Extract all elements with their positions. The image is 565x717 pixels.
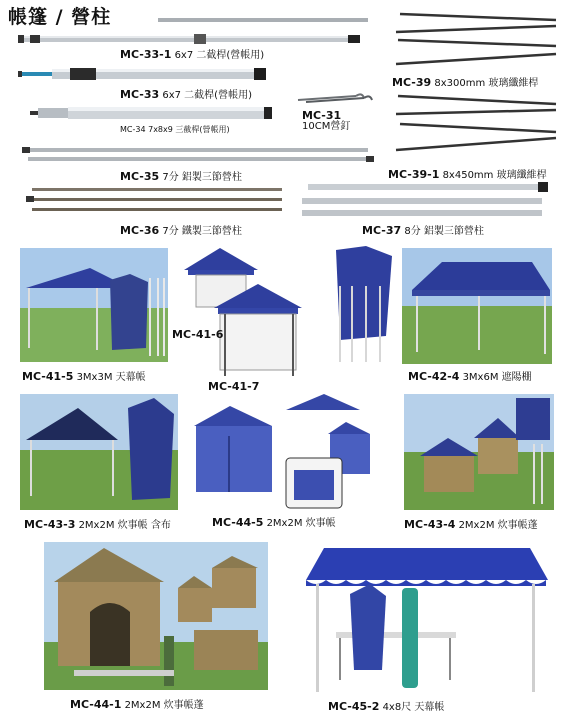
rods-mc39-1-image (392, 92, 562, 156)
photo-mc44-5 (190, 392, 380, 510)
mc41-7-code: MC-41-7 (208, 380, 260, 393)
photo-mc42-4 (402, 248, 552, 364)
mc43-4-code: MC-43-4 (404, 518, 456, 531)
photo-mc44-1 (44, 542, 268, 690)
pole-mc35-image (22, 145, 377, 165)
photo-mc41-5 (20, 248, 168, 362)
mc41-6-code: MC-41-6 (172, 328, 224, 341)
pole-mc34-image (30, 104, 275, 122)
stakes-mc31-image (296, 88, 376, 104)
photo-mc43-3 (20, 394, 178, 510)
mc43-3-code: MC-43-3 (24, 518, 76, 531)
pole-mc37-image (298, 180, 558, 218)
mc31-desc: 10CM營釘 (302, 121, 351, 132)
mc31-code: MC-31 (302, 109, 342, 122)
pole-mc36-image (22, 186, 287, 216)
mc37-desc: 8分 鋁製三節營柱 (404, 226, 484, 237)
mc41-5-code: MC-41-5 (22, 370, 74, 383)
mc34-desc: 7x8x9 三截桿(營帳用) (148, 125, 230, 134)
mc39-code: MC-39 (392, 76, 432, 89)
mc34-code: MC-34 (120, 125, 146, 134)
mc33-1-code: MC-33-1 (120, 48, 172, 61)
mc33-code: MC-33 (120, 88, 160, 101)
photo-mc45-2 (300, 540, 550, 696)
mc45-2-desc: 4x8尺 天幕帳 (382, 702, 445, 713)
mc33-desc: 6x7 二截桿(營帳用) (162, 90, 252, 101)
mc44-1-desc: 2Mx2M 炊事帳蓬 (124, 700, 204, 711)
mc43-3-desc: 2Mx2M 炊事帳 含布 (78, 520, 171, 531)
rods-mc39-image (392, 10, 562, 72)
pole-mc33-image (18, 66, 268, 82)
mc39-1-desc: 8x450mm 玻璃纖維桿 (442, 170, 547, 181)
mc35-desc: 7分 鋁製三節營柱 (162, 172, 242, 183)
mc37-code: MC-37 (362, 224, 402, 237)
mc43-4-desc: 2Mx2M 炊事帳蓬 (458, 520, 538, 531)
mc41-5-desc: 3Mx3M 天幕帳 (76, 372, 146, 383)
photo-mc43-4 (404, 394, 554, 510)
mc44-5-code: MC-44-5 (212, 516, 264, 529)
mc42-4-desc: 3Mx6M 遮陽棚 (462, 372, 532, 383)
mc45-2-code: MC-45-2 (328, 700, 380, 713)
photo-folded-frame (326, 246, 398, 366)
mc42-4-code: MC-42-4 (408, 370, 460, 383)
mc44-5-desc: 2Mx2M 炊事帳 (266, 518, 336, 529)
mc33-1-desc: 6x7 二截桿(營帳用) (174, 50, 265, 61)
page-title: 帳篷 / 營柱 (8, 6, 112, 28)
mc44-1-code: MC-44-1 (70, 698, 122, 711)
mc39-desc: 8x300mm 玻璃纖維桿 (434, 78, 539, 89)
pole-mc33-1-image (18, 10, 368, 50)
mc35-code: MC-35 (120, 170, 160, 183)
photo-mc41-6-7 (180, 244, 305, 376)
mc39-1-code: MC-39-1 (388, 168, 440, 181)
mc36-desc: 7分 鐵製三節營柱 (162, 226, 242, 237)
mc36-code: MC-36 (120, 224, 160, 237)
